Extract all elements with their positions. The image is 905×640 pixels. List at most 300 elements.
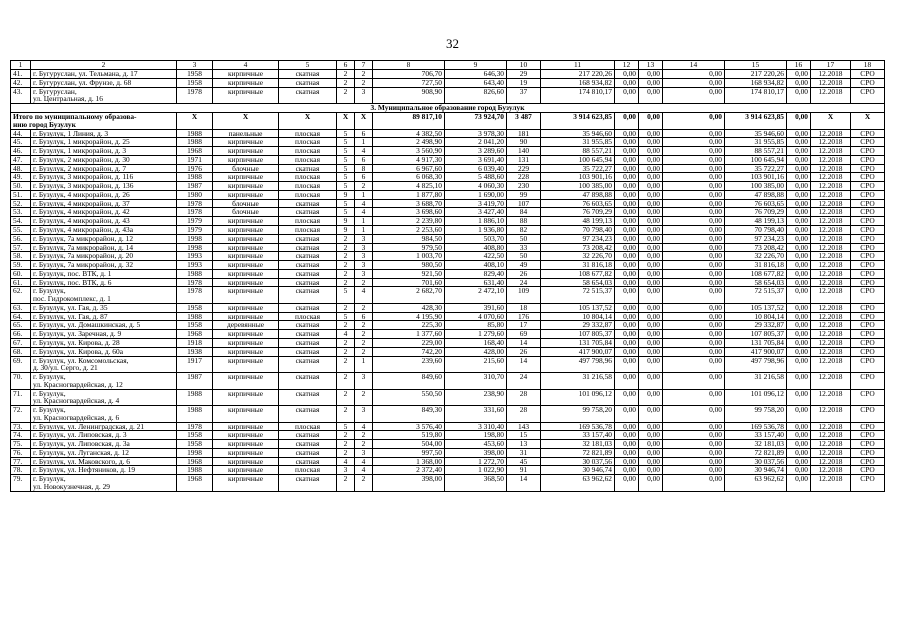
cost-cell: 48 199,13 <box>541 217 615 226</box>
total-area-cell: 3 698,60 <box>373 208 445 217</box>
date-cell: 12.2018 <box>811 226 851 235</box>
cost-total-cell: 174 810,17 <box>725 87 787 104</box>
total-area-cell: 4 195,90 <box>373 312 445 321</box>
cost-cell: 169 536,78 <box>541 422 615 431</box>
entrances-cell: 1 <box>355 226 373 235</box>
year-cell: 1987 <box>177 373 213 390</box>
address-cell <box>31 252 177 261</box>
row-number: 57. <box>11 243 31 252</box>
floors-cell: 2 <box>337 234 355 243</box>
total-area-cell: 1 003,70 <box>373 252 445 261</box>
value-cell: 0,00 <box>663 406 725 423</box>
wall-material-cell: кирпичные <box>213 466 279 475</box>
year-cell: 1938 <box>177 347 213 356</box>
address-line: г. Бугуруслан, <box>33 87 77 96</box>
total-area-cell: 908,90 <box>373 87 445 104</box>
value-cell: 0,00 <box>615 147 639 156</box>
address-cell <box>31 155 177 164</box>
address-line: г. Бузулук, 7а микрорайон, д. 14 <box>33 243 134 252</box>
method-cell: СРО <box>851 373 885 390</box>
column-number: 13 <box>639 61 663 70</box>
method-cell: СРО <box>851 347 885 356</box>
entrances-cell: 1 <box>355 217 373 226</box>
value-cell: 0,00 <box>615 208 639 217</box>
row-number: 79. <box>11 475 31 492</box>
address-line: г. Бузулук, ул. Ленинградская, д. 21 <box>33 422 145 431</box>
date-cell: 12.2018 <box>811 252 851 261</box>
entrances-cell: 6 <box>355 129 373 138</box>
living-area-cell: 3 419,70 <box>445 199 507 208</box>
value-cell: 0,00 <box>615 389 639 406</box>
column-number-row <box>11 61 885 70</box>
column-number: 11 <box>541 61 615 70</box>
floors-cell: 2 <box>337 431 355 440</box>
floors-cell: 5 <box>337 164 355 173</box>
method-cell: СРО <box>851 406 885 423</box>
floors-cell: 2 <box>337 406 355 423</box>
roof-type-cell: плоская <box>279 466 337 475</box>
method-cell: СРО <box>851 226 885 235</box>
section-title-row <box>11 104 885 113</box>
value-cell: 0,00 <box>663 164 725 173</box>
row-number: 78. <box>11 466 31 475</box>
roof-type-cell: плоская <box>279 173 337 182</box>
residents-cell: 24 <box>507 278 541 287</box>
year-cell: 1987 <box>177 182 213 191</box>
table-row <box>11 243 885 252</box>
date-cell: 12.2018 <box>811 321 851 330</box>
value-cell: 0,00 <box>615 406 639 423</box>
value-cell: 0,00 <box>639 199 663 208</box>
cost-total-cell: 31 216,58 <box>725 373 787 390</box>
method-cell: СРО <box>851 182 885 191</box>
value-cell: 0,00 <box>663 182 725 191</box>
address-cell <box>31 406 177 423</box>
value-cell: 0,00 <box>615 190 639 199</box>
date-cell: 12.2018 <box>811 129 851 138</box>
year-cell: 1958 <box>177 431 213 440</box>
entrances-cell: 2 <box>355 389 373 406</box>
table-row <box>11 129 885 138</box>
address-line: г. Бузулук, <box>33 389 66 398</box>
entrances-cell: 1 <box>355 138 373 147</box>
roof-type-cell: скатная <box>279 347 337 356</box>
value-cell: 0,00 <box>663 252 725 261</box>
floors-cell: 2 <box>337 338 355 347</box>
table-row <box>11 261 885 270</box>
row-number: 62. <box>11 287 31 304</box>
value-cell: 0,00 <box>639 389 663 406</box>
address-cell <box>31 138 177 147</box>
method-cell: СРО <box>851 138 885 147</box>
total-area-cell: 921,50 <box>373 269 445 278</box>
total-area-cell: 1 368,00 <box>373 457 445 466</box>
wall-material-cell: кирпичные <box>213 173 279 182</box>
residents-cell: 26 <box>507 347 541 356</box>
wall-material-cell: кирпичные <box>213 406 279 423</box>
address-line: г. Бузулук, 2 микрорайон, д. 30 <box>33 155 130 164</box>
cost-cell: 72 515,37 <box>541 287 615 304</box>
value-cell: 0,00 <box>787 208 811 217</box>
address-line: ул. Красногвардейская, д. 12 <box>33 379 123 389</box>
date-cell: 12.2018 <box>811 190 851 199</box>
total-area-cell: 727,50 <box>373 78 445 87</box>
value-cell: 0,00 <box>639 261 663 270</box>
address-line: г. Бузулук, 3 микрорайон, д. 136 <box>33 181 134 191</box>
row-number: 54. <box>11 217 31 226</box>
value-cell: 0,00 <box>639 190 663 199</box>
cost-cell: 29 332,87 <box>541 321 615 330</box>
living-area-cell: 73 924,70 <box>445 113 507 130</box>
address-cell <box>31 234 177 243</box>
table-row <box>11 190 885 199</box>
living-area-cell: 3 289,60 <box>445 147 507 156</box>
value-cell: 0,00 <box>615 138 639 147</box>
date-cell: 12.2018 <box>811 287 851 304</box>
row-number: 73. <box>11 422 31 431</box>
cost-cell: 97 234,23 <box>541 234 615 243</box>
living-area-cell: 408,80 <box>445 243 507 252</box>
table-row <box>11 457 885 466</box>
total-label <box>11 113 177 130</box>
cost-total-cell: 35 946,60 <box>725 129 787 138</box>
roof-type-cell: скатная <box>279 389 337 406</box>
value-cell: 0,00 <box>787 440 811 449</box>
roof-type-cell: скатная <box>279 78 337 87</box>
living-area-cell: 1 886,10 <box>445 217 507 226</box>
table-row <box>11 87 885 104</box>
value-cell: 0,00 <box>663 389 725 406</box>
value-cell: 0,00 <box>787 70 811 79</box>
roof-type-cell: скатная <box>279 431 337 440</box>
value-cell: 0,00 <box>787 356 811 373</box>
row-number: 77. <box>11 457 31 466</box>
roof-type-cell: плоская <box>279 155 337 164</box>
living-area-cell: 1 272,70 <box>445 457 507 466</box>
cost-cell: 100 385,00 <box>541 182 615 191</box>
wall-material-cell: кирпичные <box>213 252 279 261</box>
value-cell: 0,00 <box>639 138 663 147</box>
value-cell: 0,00 <box>787 448 811 457</box>
value-cell: 0,00 <box>787 138 811 147</box>
total-area-cell: 225,30 <box>373 321 445 330</box>
year-cell: 1968 <box>177 330 213 339</box>
total-area-cell: 519,80 <box>373 431 445 440</box>
floors-cell: 5 <box>337 312 355 321</box>
year-cell: 1978 <box>177 287 213 304</box>
row-number: 59. <box>11 261 31 270</box>
value-cell: 0,00 <box>787 457 811 466</box>
cost-cell: 58 654,03 <box>541 278 615 287</box>
floors-cell: 2 <box>337 440 355 449</box>
residents-cell: 50 <box>507 234 541 243</box>
living-area-cell: 453,60 <box>445 440 507 449</box>
date-cell: 12.2018 <box>811 208 851 217</box>
column-number: 4 <box>213 61 279 70</box>
cost-total-cell: 169 536,78 <box>725 422 787 431</box>
entrances-cell: 2 <box>355 78 373 87</box>
living-area-cell: 829,40 <box>445 269 507 278</box>
total-area-cell: 849,30 <box>373 406 445 423</box>
method-cell: СРО <box>851 261 885 270</box>
year-cell: 1968 <box>177 475 213 492</box>
address-line: г. Бугуруслан, ул. Фрунзе, д. 68 <box>33 78 132 87</box>
residents-cell: 88 <box>507 217 541 226</box>
value-cell: 0,00 <box>639 129 663 138</box>
value-cell: 0,00 <box>615 217 639 226</box>
floors-cell: 2 <box>337 389 355 406</box>
year-cell: 1988 <box>177 269 213 278</box>
row-number: 75. <box>11 440 31 449</box>
entrances-cell: 2 <box>355 303 373 312</box>
cost-cell: 101 096,12 <box>541 389 615 406</box>
entrances-cell: 8 <box>355 164 373 173</box>
cost-total-cell: 3 914 623,85 <box>725 113 787 130</box>
address-line: г. Бузулук, 7а микрорайон, д. 20 <box>33 251 134 261</box>
entrances-cell: 6 <box>355 155 373 164</box>
value-cell: 0,00 <box>663 457 725 466</box>
table-cell: X <box>355 113 373 130</box>
row-number: 69. <box>11 356 31 373</box>
cost-total-cell: 63 962,62 <box>725 475 787 492</box>
method-cell: СРО <box>851 422 885 431</box>
cost-total-cell: 30 946,74 <box>725 466 787 475</box>
residents-cell: 26 <box>507 269 541 278</box>
wall-material-cell: кирпичные <box>213 356 279 373</box>
method-cell: СРО <box>851 431 885 440</box>
cost-total-cell: 35 722,27 <box>725 164 787 173</box>
wall-material-cell: кирпичные <box>213 475 279 492</box>
table-cell: X <box>851 113 885 130</box>
cost-total-cell: 100 385,00 <box>725 182 787 191</box>
entrances-cell: 2 <box>355 475 373 492</box>
floors-cell: 5 <box>337 182 355 191</box>
table-row <box>11 269 885 278</box>
value-cell: 0,00 <box>663 448 725 457</box>
floors-cell: 5 <box>337 129 355 138</box>
roof-type-cell: скатная <box>279 457 337 466</box>
value-cell: 0,00 <box>663 217 725 226</box>
row-number: 76. <box>11 448 31 457</box>
row-number: 47. <box>11 155 31 164</box>
column-number: 18 <box>851 61 885 70</box>
wall-material-cell: кирпичные <box>213 287 279 304</box>
column-number: 10 <box>507 61 541 70</box>
cost-total-cell: 417 900,07 <box>725 347 787 356</box>
floors-cell: 5 <box>337 422 355 431</box>
date-cell: 12.2018 <box>811 269 851 278</box>
total-area-cell: 2 498,90 <box>373 138 445 147</box>
residents-cell: 49 <box>507 261 541 270</box>
date-cell: 12.2018 <box>811 261 851 270</box>
residents-cell: 143 <box>507 422 541 431</box>
value-cell: 0,00 <box>639 466 663 475</box>
residents-cell: 131 <box>507 155 541 164</box>
row-number: 60. <box>11 269 31 278</box>
roof-type-cell: скатная <box>279 70 337 79</box>
date-cell: 12.2018 <box>811 466 851 475</box>
table-row <box>11 373 885 390</box>
cost-total-cell: 168 934,82 <box>725 78 787 87</box>
value-cell: 0,00 <box>639 269 663 278</box>
value-cell: 0,00 <box>615 287 639 304</box>
wall-material-cell: кирпичные <box>213 440 279 449</box>
living-area-cell: 1 690,00 <box>445 190 507 199</box>
row-number: 49. <box>11 173 31 182</box>
column-number: 9 <box>445 61 507 70</box>
entrances-cell: 2 <box>355 330 373 339</box>
cost-cell: 31 216,58 <box>541 373 615 390</box>
entrances-cell: 2 <box>355 431 373 440</box>
total-area-cell: 984,50 <box>373 234 445 243</box>
wall-material-cell: панельные <box>213 129 279 138</box>
wall-material-cell: кирпичные <box>213 70 279 79</box>
residents-cell: 28 <box>507 406 541 423</box>
value-cell: 0,00 <box>663 278 725 287</box>
address-cell <box>31 389 177 406</box>
cost-cell: 47 898,88 <box>541 190 615 199</box>
residents-cell: 17 <box>507 321 541 330</box>
value-cell: 0,00 <box>787 261 811 270</box>
value-cell: 0,00 <box>639 356 663 373</box>
cost-cell: 73 208,42 <box>541 243 615 252</box>
row-number: 66. <box>11 330 31 339</box>
cost-total-cell: 76 603,65 <box>725 199 787 208</box>
cost-cell: 35 946,60 <box>541 129 615 138</box>
value-cell: 0,00 <box>615 475 639 492</box>
address-line: ул. Красногвардейская, д. 4 <box>33 396 120 406</box>
total-area-cell: 979,50 <box>373 243 445 252</box>
address-cell <box>31 217 177 226</box>
floors-cell: 4 <box>337 330 355 339</box>
total-area-cell: 229,00 <box>373 338 445 347</box>
value-cell: 0,00 <box>787 217 811 226</box>
address-line: г. Бузулук, 7а микрорайон, д. 12 <box>33 234 134 243</box>
wall-material-cell: кирпичные <box>213 243 279 252</box>
year-cell: 1993 <box>177 261 213 270</box>
living-area-cell: 2 041,20 <box>445 138 507 147</box>
floors-cell: 2 <box>337 347 355 356</box>
value-cell: 0,00 <box>639 373 663 390</box>
residents-cell: 29 <box>507 70 541 79</box>
table-cell: X <box>177 113 213 130</box>
date-cell: 12.2018 <box>811 78 851 87</box>
total-area-cell: 3 576,40 <box>373 422 445 431</box>
floors-cell: 2 <box>337 448 355 457</box>
table-cell: X <box>811 113 851 130</box>
year-cell: 1968 <box>177 147 213 156</box>
value-cell: 0,00 <box>663 303 725 312</box>
year-cell: 1988 <box>177 129 213 138</box>
value-cell: 0,00 <box>787 190 811 199</box>
year-cell: 1993 <box>177 252 213 261</box>
date-cell: 12.2018 <box>811 243 851 252</box>
method-cell: СРО <box>851 129 885 138</box>
wall-material-cell: кирпичные <box>213 190 279 199</box>
address-cell <box>31 287 177 304</box>
value-cell: 0,00 <box>787 406 811 423</box>
method-cell: СРО <box>851 173 885 182</box>
value-cell: 0,00 <box>639 208 663 217</box>
table-row <box>11 208 885 217</box>
value-cell: 0,00 <box>615 269 639 278</box>
date-cell: 12.2018 <box>811 422 851 431</box>
address-cell <box>31 182 177 191</box>
value-cell: 0,00 <box>787 252 811 261</box>
cost-cell: 99 758,20 <box>541 406 615 423</box>
entrances-cell: 3 <box>355 87 373 104</box>
table-row <box>11 217 885 226</box>
cost-total-cell: 101 096,12 <box>725 389 787 406</box>
value-cell: 0,00 <box>663 373 725 390</box>
wall-material-cell: кирпичные <box>213 261 279 270</box>
value-cell: 0,00 <box>639 321 663 330</box>
value-cell: 0,00 <box>615 243 639 252</box>
method-cell: СРО <box>851 448 885 457</box>
address-cell <box>31 373 177 390</box>
value-cell: 0,00 <box>615 78 639 87</box>
value-cell: 0,00 <box>787 466 811 475</box>
cost-cell: 103 901,16 <box>541 173 615 182</box>
value-cell: 0,00 <box>787 303 811 312</box>
living-area-cell: 215,60 <box>445 356 507 373</box>
address-line: г. Бузулук, ул. Комсомольская, <box>33 356 129 365</box>
wall-material-cell: блочные <box>213 164 279 173</box>
value-cell: 0,00 <box>663 287 725 304</box>
value-cell: 0,00 <box>639 234 663 243</box>
address-line: г. Бузулук, 4 микрорайон, д. 43а <box>33 225 134 235</box>
wall-material-cell: кирпичные <box>213 217 279 226</box>
method-cell: СРО <box>851 287 885 304</box>
cost-total-cell: 105 137,52 <box>725 303 787 312</box>
value-cell: 0,00 <box>615 164 639 173</box>
roof-type-cell: скатная <box>279 87 337 104</box>
value-cell: 0,00 <box>663 356 725 373</box>
total-area-cell: 4 382,50 <box>373 129 445 138</box>
total-area-cell: 980,50 <box>373 261 445 270</box>
floors-cell: 2 <box>337 269 355 278</box>
entrances-cell: 6 <box>355 312 373 321</box>
cost-cell: 63 962,62 <box>541 475 615 492</box>
year-cell: 1958 <box>177 303 213 312</box>
roof-type-cell: скатная <box>279 208 337 217</box>
cost-cell: 30 946,74 <box>541 466 615 475</box>
cost-cell: 72 821,89 <box>541 448 615 457</box>
roof-type-cell: плоская <box>279 129 337 138</box>
column-number: 1 <box>11 61 31 70</box>
floors-cell: 2 <box>337 252 355 261</box>
table-row <box>11 431 885 440</box>
column-number: 16 <box>787 61 811 70</box>
total-area-cell: 1 377,60 <box>373 330 445 339</box>
residents-cell: 33 <box>507 243 541 252</box>
floors-cell: 2 <box>337 356 355 373</box>
cost-total-cell: 97 234,23 <box>725 234 787 243</box>
wall-material-cell: кирпичные <box>213 448 279 457</box>
table-row <box>11 466 885 475</box>
table-body <box>11 61 885 492</box>
value-cell: 0,00 <box>663 261 725 270</box>
value-cell: 0,00 <box>615 278 639 287</box>
floors-cell: 2 <box>337 321 355 330</box>
date-cell: 12.2018 <box>811 70 851 79</box>
living-area-cell: 643,40 <box>445 78 507 87</box>
address-line: ул. Центральная, д. 16 <box>33 94 103 104</box>
value-cell: 0,00 <box>787 226 811 235</box>
living-area-cell: 631,40 <box>445 278 507 287</box>
table-row <box>11 164 885 173</box>
living-area-cell: 3 427,40 <box>445 208 507 217</box>
